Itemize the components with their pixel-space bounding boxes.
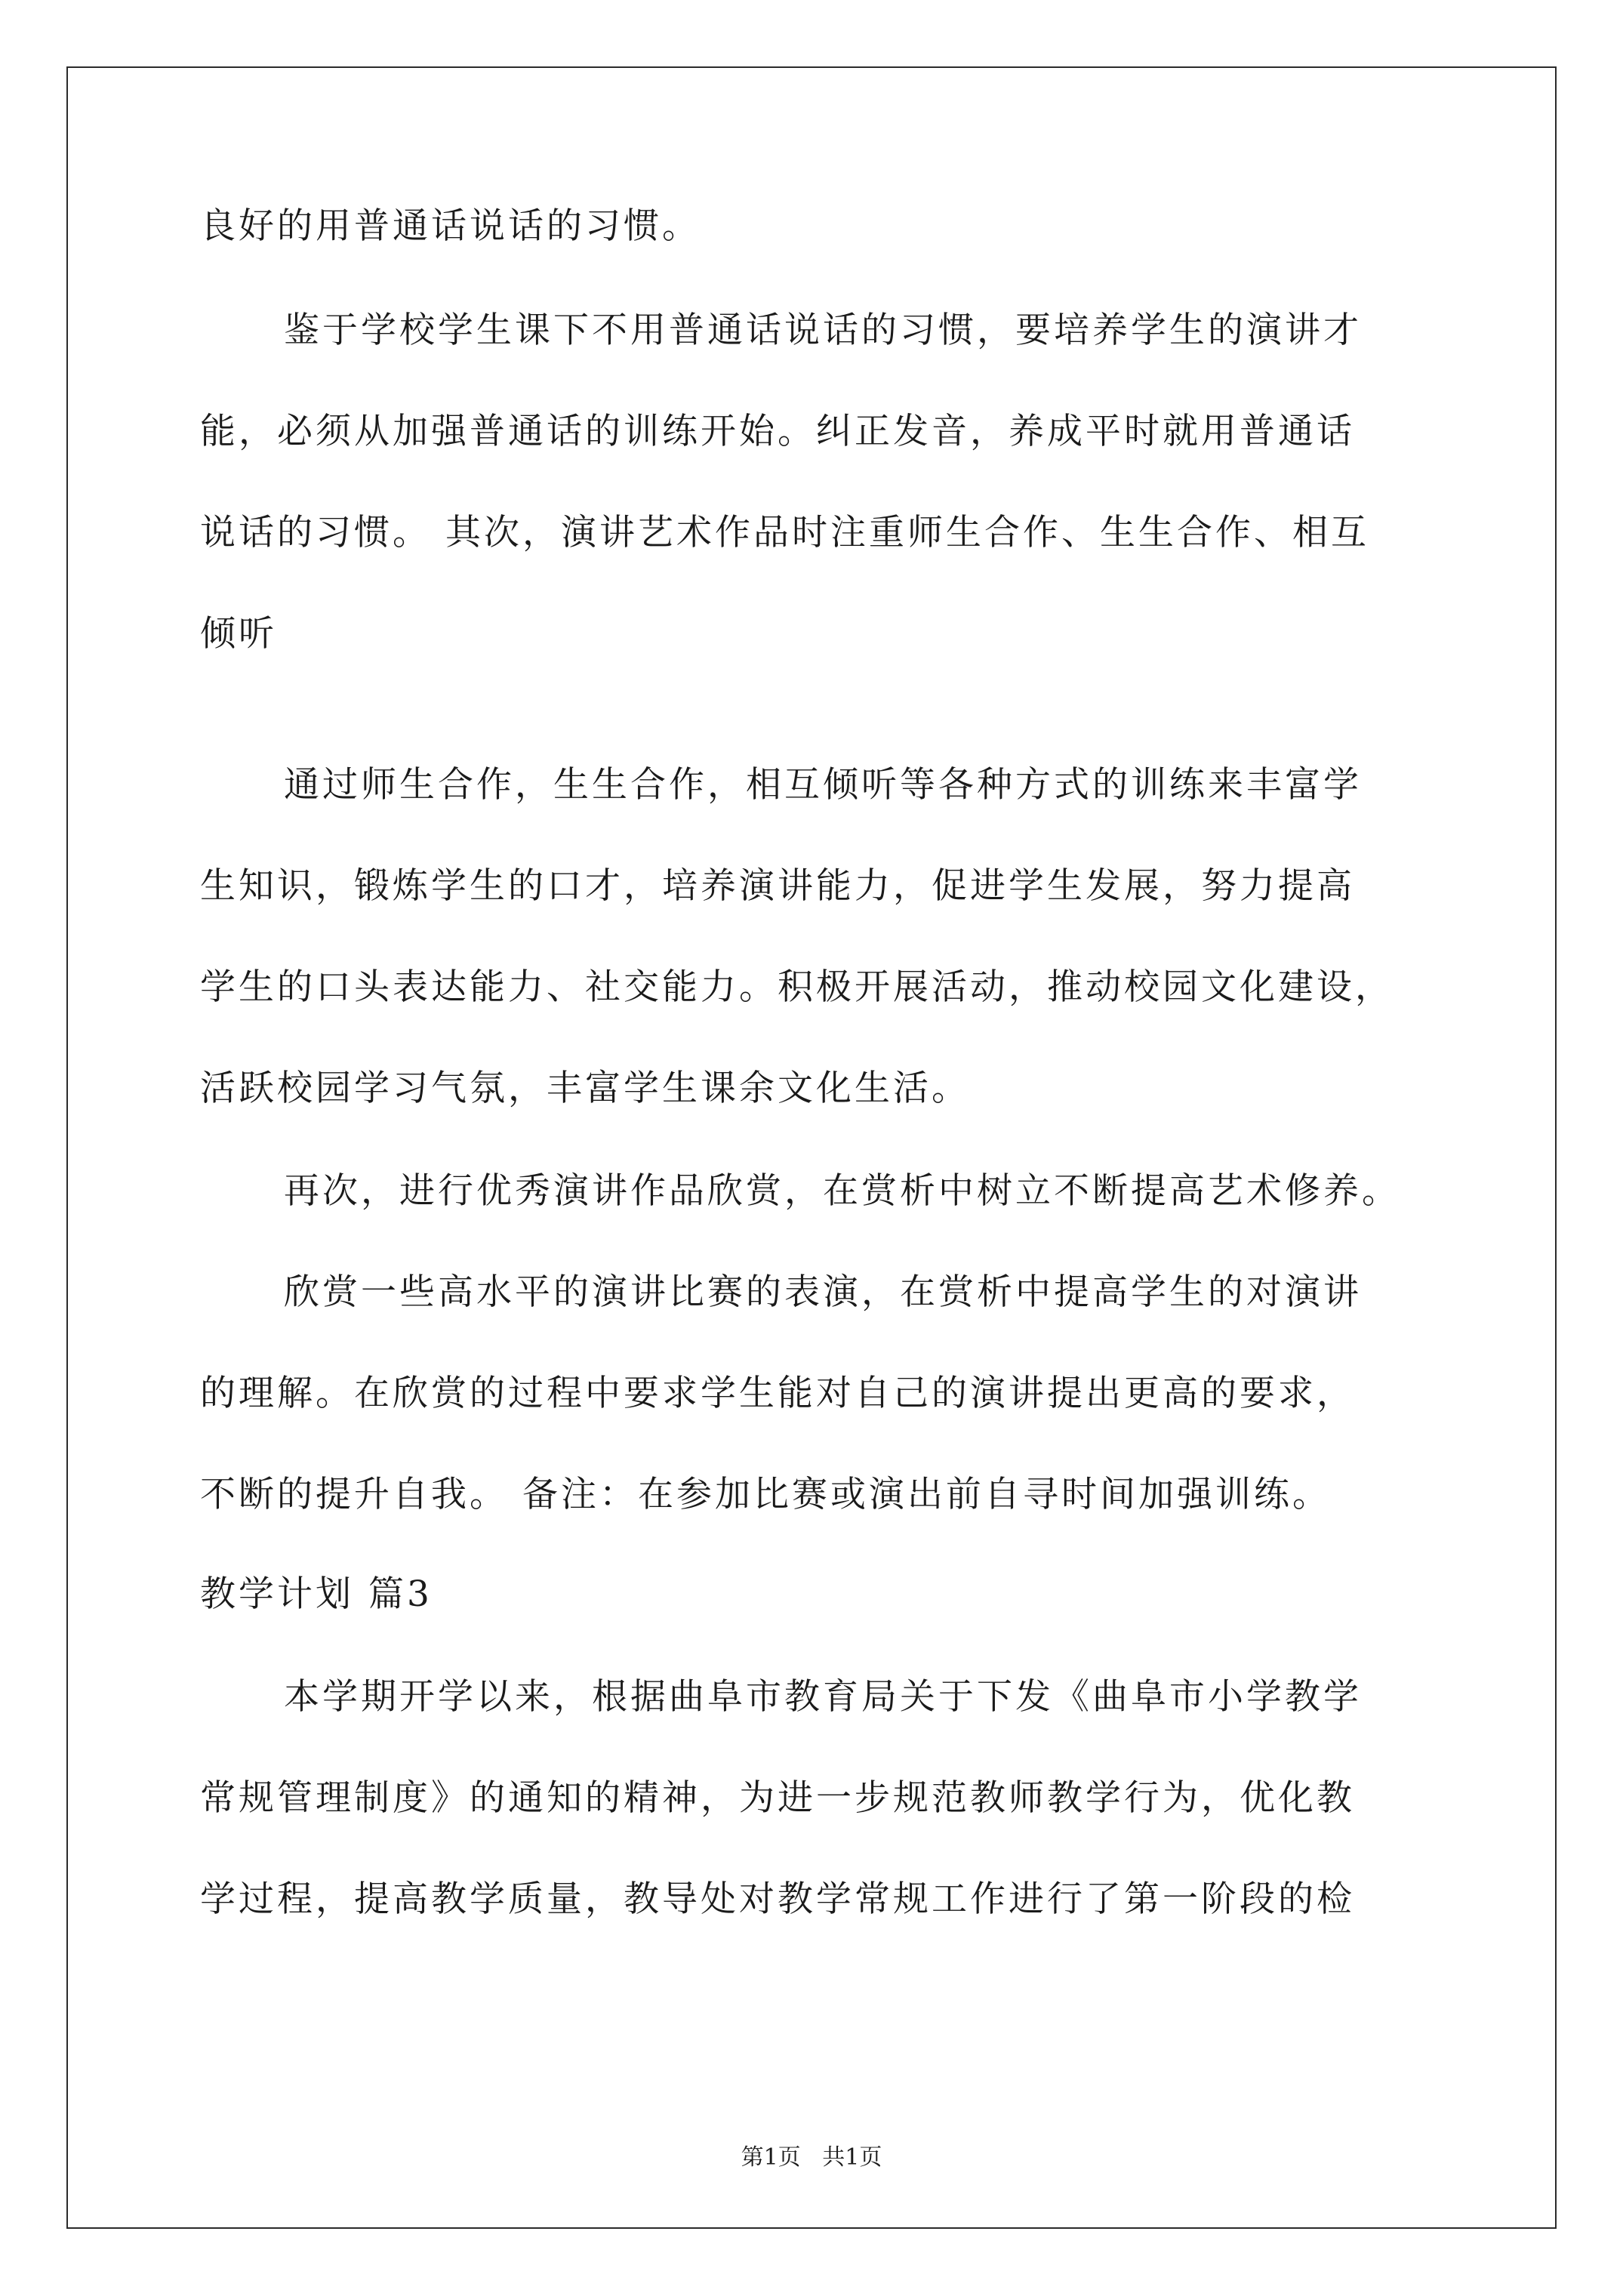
text-line: 不断的提升自我。 备注：在参加比赛或演出前自寻时间加强训练。 [200,1474,1331,1515]
text-line: 倾听 [200,613,277,655]
text-line: 常规管理制度》的通知的精神，为进一步规范教师教学行为，优化教 [200,1777,1355,1819]
text-line: 良好的用普通话说话的习惯。 [200,205,701,247]
text-line: 鉴于学校学生课下不用普通话说话的习惯，要培养学生的演讲才 [284,310,1362,351]
text-line: 活跃校园学习气氛，丰富学生课余文化生活。 [200,1068,970,1109]
text-line: 本学期开学以来，根据曲阜市教育局关于下发《曲阜市小学教学 [284,1676,1362,1718]
text-line: 学过程，提高教学质量，教导处对教学常规工作进行了第一阶段的检 [200,1878,1355,1920]
text-line: 学生的口头表达能力、社交能力。积极开展活动，推动校园文化建设， [200,966,1394,1008]
text-line: 的理解。在欣赏的过程中要求学生能对自己的演讲提出更高的要求， [200,1373,1355,1414]
text-line: 生知识，锻炼学生的口才，培养演讲能力，促进学生发展，努力提高 [200,865,1355,907]
text-line: 欣赏一些高水平的演讲比赛的表演，在赏析中提高学生的对演讲 [284,1271,1362,1313]
text-line: 能，必须从加强普通话的训练开始。纠正发音，养成平时就用普通话 [200,411,1355,452]
text-line: 通过师生合作，生生合作，相互倾听等各种方式的训练来丰富学 [284,764,1362,806]
text-line: 说话的习惯。 其次，演讲艺术作品时注重师生合作、生生合作、相互 [200,512,1369,553]
page-footer: 第1页 共1页 [741,2144,882,2171]
text-line: 再次，进行优秀演讲作品欣赏，在赏析中树立不断提高艺术修养。 [284,1170,1400,1212]
section-heading: 教学计划 篇3 [200,1573,433,1615]
